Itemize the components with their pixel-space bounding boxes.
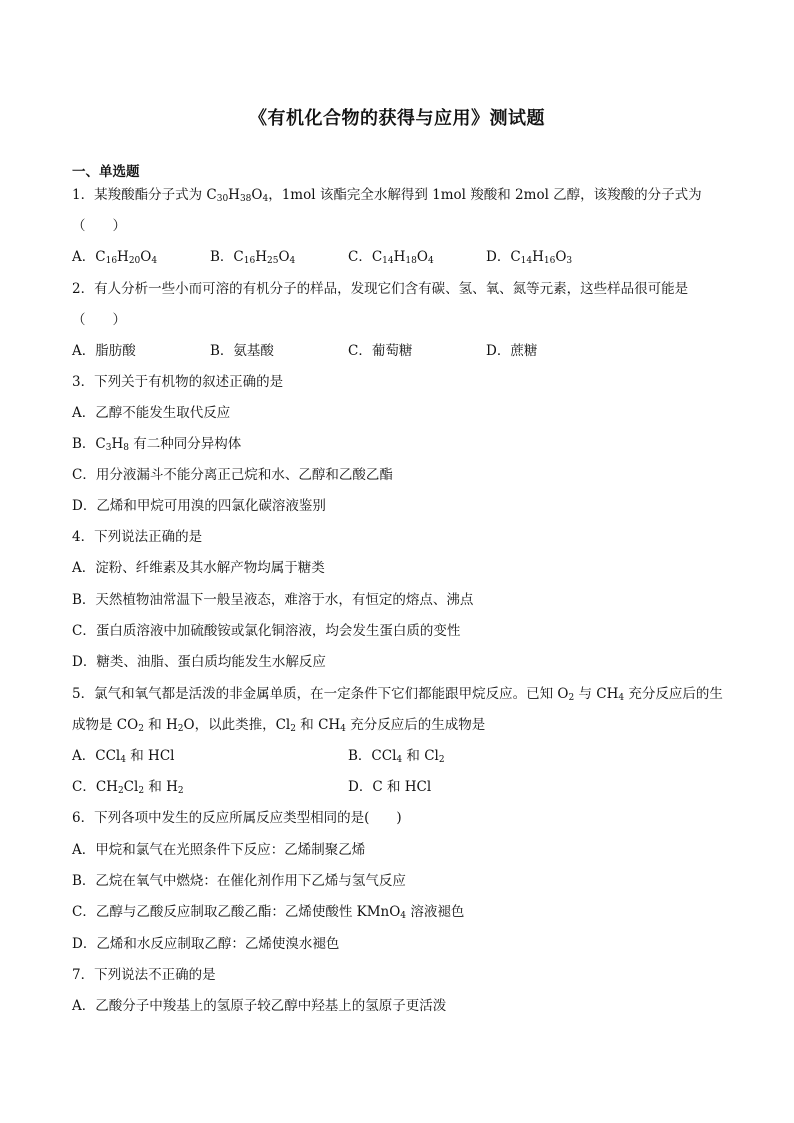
question-1-option-c: C．$C_{14}H_{18}O_4$ (348, 249, 434, 266)
question-2-option-d: D．蔗糖 (486, 343, 538, 359)
question-4-option-b: B．天然植物油常温下一般呈液态，难溶于水，有恒定的熔点、沸点 (72, 592, 474, 608)
question-1-option-a: A．$C_{16}H_{20}O_4$ (72, 249, 158, 266)
question-7-option-a: A．乙酸分子中羧基上的氢原子较乙醇中羟基上的氢原子更活泼 (72, 998, 447, 1014)
question-1-option-b: B．$C_{16}H_{25}O_4$ (210, 249, 296, 266)
question-5-option-b: B．CCl$_4$ 和 $Cl_2$ (348, 748, 445, 765)
question-6-option-d: D．乙烯和水反应制取乙醇：乙烯使溴水褪色 (72, 936, 340, 952)
question-6-option-a: A．甲烷和氯气在光照条件下反应：乙烯制聚乙烯 (72, 842, 366, 858)
question-5-stem-cont: 成物是 $CO_2$ 和 $H_2O$，以此类推，$Cl_2$ 和 $CH_4$ 充分反应后的生成物是 (72, 717, 486, 734)
question-3-option-d: D．乙烯和甲烷可用溴的四氯化碳溶液鉴别 (72, 498, 326, 514)
question-5-stem: 5．氯气和氧气都是活泼的非金属单质，在一定条件下它们都能跟甲烷反应。已知 $O_2$ 与 $CH_4$ 充分反应后的生 (72, 686, 723, 703)
question-1-option-d: D．$C_{14}H_{16}O_3$ (486, 249, 573, 266)
section-heading: 一、单选题 (72, 164, 140, 180)
question-3-stem: 3．下列关于有机物的叙述正确的是 (72, 374, 284, 390)
question-5-option-c: C．$CH_2Cl_2$ 和 $H_2$ (72, 779, 184, 796)
question-2-option-c: C．葡萄糖 (348, 343, 413, 359)
question-1-bracket: （ ） (72, 218, 126, 234)
document-title: 《有机化合物的获得与应用》测试题 (249, 108, 545, 129)
question-4-stem: 4．下列说法正确的是 (72, 529, 203, 545)
question-5-option-d: D．C 和 HCl (348, 779, 432, 795)
question-3-option-b: B．$C_3H_8$ 有二种同分异构体 (72, 436, 242, 453)
question-4-option-a: A．淀粉、纤维素及其水解产物均属于糖类 (72, 560, 325, 576)
question-2-bracket: （ ） (72, 312, 126, 328)
question-3-option-a: A．乙醇不能发生取代反应 (72, 405, 231, 421)
question-6-stem: 6．下列各项中发生的反应所属反应类型相同的是( ) (72, 810, 402, 826)
question-2-option-b: B．氨基酸 (210, 343, 274, 359)
question-1-stem: 1．某羧酸酯分子式为 $C_{30}H_{38}O_4$，1mol 该酯完全水解得到 1mol 羧酸和 2mol 乙醇，该羧酸的分子式为 (72, 187, 702, 204)
question-7-stem: 7．下列说法不正确的是 (72, 967, 216, 983)
question-4-option-d: D．糖类、油脂、蛋白质均能发生水解反应 (72, 654, 326, 670)
question-5-option-a: A．CCl$_4$ 和 HCl (72, 748, 175, 765)
question-3-option-c: C．用分液漏斗不能分离正己烷和水、乙醇和乙酸乙酯 (72, 467, 393, 483)
question-2-stem: 2．有人分析一些小而可溶的有机分子的样品，发现它们含有碳、氢、氧、氮等元素，这些样品很可能是 (72, 281, 689, 297)
question-6-option-c: C．乙醇与乙酸反应制取乙酸乙酯：乙烯使酸性 KMnO$_4$ 溶液褪色 (72, 904, 465, 921)
question-4-option-c: C．蛋白质溶液中加硫酸铵或氯化铜溶液，均会发生蛋白质的变性 (72, 623, 461, 639)
question-2-option-a: A．脂肪酸 (72, 343, 136, 359)
question-6-option-b: B．乙烷在氧气中燃烧：在催化剂作用下乙烯与氢气反应 (72, 873, 406, 889)
